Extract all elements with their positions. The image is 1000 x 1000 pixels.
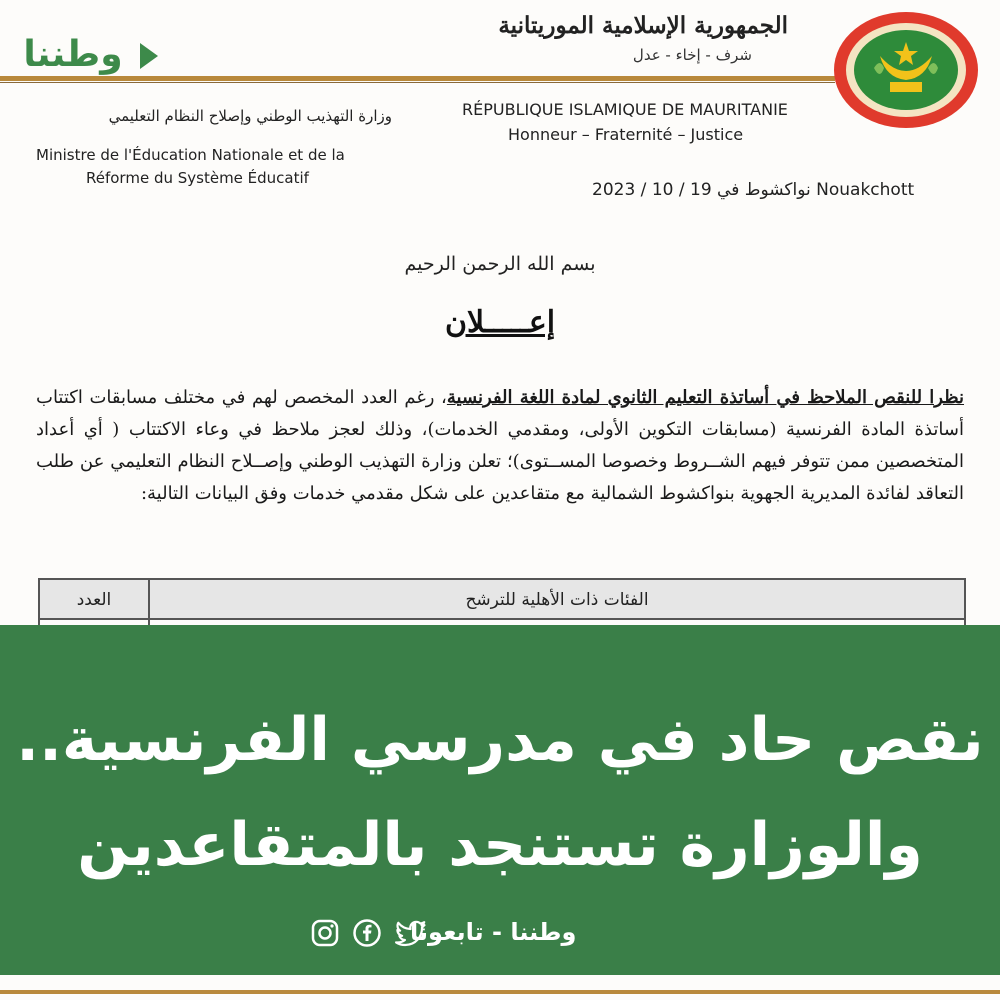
bottom-band [0,975,1000,1000]
header-rule-thin [0,82,835,83]
bottom-rule [0,990,1000,994]
ministry-french-line1: Ministre de l'Éducation Nationale et de la [36,146,345,164]
header-french-motto: Honneur – Fraternité – Justice [508,125,744,144]
ministry-arabic: وزارة التهذيب الوطني وإصلاح النظام التعليمي [108,107,392,125]
facebook-icon[interactable] [352,918,382,948]
brand-logo[interactable] [8,30,158,80]
document-date: نواكشوط في 19 / 10 / 2023 Nouakchott [592,180,915,200]
table-header-count: العدد [76,590,112,610]
announcement-body [36,382,964,510]
header-arabic-title: الجمهورية الإسلامية الموريتانية [498,12,788,39]
headline-line2: والوزارة تستنجد بالمتقاعدين [77,810,923,880]
table-header-category: الفئات ذات الأهلية للترشح [465,590,649,610]
national-seal-icon [830,8,982,132]
brand-name: وطننا [23,34,123,75]
basmala: بسم الله الرحمن الرحيم [404,253,596,275]
announcement-title: إعـــــلان [444,305,556,340]
headline-line1: نقص حاد في مدرسي الفرنسية.. [16,705,984,775]
announcement-rest: ، رغم العدد المخصص لهم في مختلف مسابقات اكتتاب أساتذة المادة الفرنسية (مسابقات التكوين الأولى، ومقدمي الخدمات)، وذلك لعجز ملاحظ في وعاء الاكتتاب ( أي أعداد المتخصصين ممن تتوفر فيهم الشــروط وخصوصا المســتوى)؛ تعلن وزارة التهذيب الوطني وإصــلاح النظام التعليمي عن طلب التعاقد لفائدة المديرية الجهوية بنواكشوط الشمالية مع متقاعدين على شكل مقدمي خدمات وفق البيانات التالية: [36,387,964,504]
announcement-lead: نظرا للنقص الملاحظ في أساتذة التعليم الثانوي لمادة اللغة الفرنسية [446,387,965,408]
ministry-french-line2: Réforme du Système Éducatif [86,169,309,187]
instagram-icon[interactable] [310,918,340,948]
header-arabic-motto: شرف - إخاء - عدل [632,46,752,64]
header-rule [0,76,835,81]
header-french-title: RÉPUBLIQUE ISLAMIQUE DE MAURITANIE [462,100,788,119]
follow-label: وطننا - تابعونا [410,918,577,946]
follow-bar [300,910,700,954]
table-header [40,580,964,620]
play-arrow-icon [140,43,158,69]
